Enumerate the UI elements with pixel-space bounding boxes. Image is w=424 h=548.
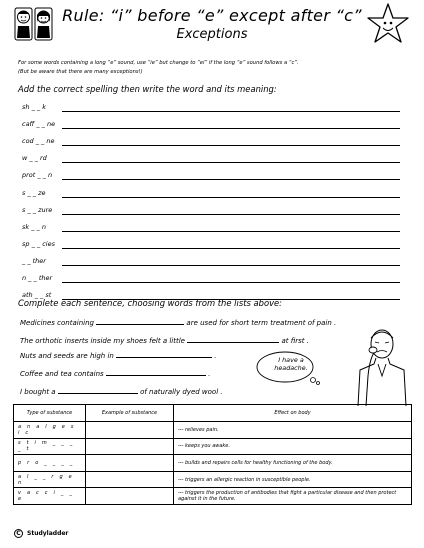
example-cell[interactable] [86,422,174,439]
sentence-5: I bought a of naturally dyed wool . [20,388,223,396]
type-cell: a l _ _ r g e n [14,471,86,488]
type-cell: a n a l g e s i c [14,422,86,439]
effect-cell: --- triggers the production of antibodies that fight a particular disease and then protect against it in the future. [174,488,412,505]
spelling-word: s _ _ ze [22,188,46,197]
table-row [14,438,412,455]
spelling-answer-line[interactable] [62,248,158,249]
spelling-answer-line[interactable] [62,282,158,283]
table-row [14,471,412,488]
spelling-word: sp _ _ cies [22,239,55,248]
spelling-answer-line[interactable] [62,179,158,180]
spelling-answer-line[interactable] [62,111,158,112]
meaning-answer-line[interactable] [150,197,400,198]
spelling-row [22,240,402,250]
spelling-word: prot _ _ n [22,171,53,180]
sentence-2: The orthotic inserts inside my shoes felt a little at first . [20,337,309,345]
spelling-row [22,120,402,130]
effect-cell: --- triggers an allergic reaction in susceptible people. [174,471,412,488]
meaning-answer-line[interactable] [150,265,400,266]
page-title: Rule: “i” before “e” except after “c” [62,6,362,25]
table-row [14,422,412,439]
meaning-answer-line[interactable] [150,145,400,146]
type-cell: v a c c i _ _ e [14,488,86,505]
meaning-answer-line[interactable] [150,282,400,283]
type-cell: s t i m _ _ _ _ t [14,438,86,455]
sentence-3-blank[interactable] [116,351,212,358]
sentence-5-blank[interactable] [58,387,138,394]
children-faces-icon [14,6,54,42]
example-cell[interactable] [86,438,174,455]
spelling-answer-line[interactable] [62,128,158,129]
spelling-answer-line[interactable] [62,265,158,266]
spelling-word: cod _ _ ne [22,137,55,146]
example-cell[interactable] [86,455,174,472]
spelling-answer-line[interactable] [62,231,158,232]
spelling-word: w _ _ rd [22,154,47,163]
spelling-word: sk _ _ n [22,222,46,231]
spelling-row [22,137,402,147]
spelling-word: caff _ _ ne [22,120,56,129]
spelling-row [22,171,402,181]
page-subtitle: Exceptions [176,27,248,42]
spelling-word: n _ _ ther [22,274,53,282]
meaning-answer-line[interactable] [150,179,400,180]
spelling-row [22,206,402,216]
header-effect: Effect on body [174,405,412,422]
meaning-answer-line[interactable] [150,214,400,215]
meaning-answer-line[interactable] [150,248,400,249]
meaning-answer-line[interactable] [150,111,400,112]
spelling-word: ath _ _ st [22,291,52,300]
footer-brand: C Studyladder [14,529,68,538]
spelling-answer-line[interactable] [62,214,158,215]
meaning-answer-line[interactable] [150,231,400,232]
spelling-instruction: Add the correct spelling then write the word and its meaning: [18,84,277,94]
man-with-headache-icon [356,326,408,406]
effect-cell: --- keeps you awake. [174,438,412,455]
sentence-1-blank[interactable] [96,318,184,325]
spelling-row [22,154,402,164]
bubble-text: I have a headache. [274,356,308,372]
spelling-answer-line[interactable] [62,145,158,146]
header-example: Example of substance [86,405,174,422]
type-cell: p r o _ _ _ _ [14,455,86,472]
spelling-row [22,257,402,267]
spelling-word: _ _ ther [22,256,46,265]
example-cell[interactable] [86,488,174,505]
sentence-3: Nuts and seeds are high in . [20,352,217,360]
sentence-instruction: Complete each sentence, choosing words from the lists above: [18,298,283,308]
effect-cell: --- builds and repairs cells for healthy functioning of the body. [174,455,412,472]
smiling-star-icon [366,2,410,46]
header-type: Type of substance [14,405,86,422]
spelling-answer-line[interactable] [62,197,158,198]
substance-table [13,404,412,505]
table-row [14,455,412,472]
sentence-1: Medicines containing are used for short term treatment of pain . [20,319,337,327]
table-header-row [14,405,412,422]
spelling-row [22,223,402,233]
spelling-word: sh _ _ k [22,103,46,111]
spelling-word: s _ _ zure [22,205,53,214]
example-cell[interactable] [86,471,174,488]
sentence-4-blank[interactable] [106,369,206,376]
table-row [14,488,412,505]
spelling-row [22,189,402,199]
meaning-answer-line[interactable] [150,162,400,163]
sentence-4: Coffee and tea contains . [20,370,211,378]
meaning-answer-line[interactable] [150,128,400,129]
intro-text: For some words containing a long “e” sound, use “ie” but change to “ei” if the long “e” sound follows a “c”. (But be aware that there are many exceptions!) [18,60,299,75]
spelling-row [22,274,402,284]
sentence-2-blank[interactable] [187,336,279,343]
spelling-answer-line[interactable] [62,162,158,163]
copyright-icon: C [14,529,23,538]
effect-cell: --- relieves pain. [174,422,412,439]
spelling-row [22,103,402,113]
